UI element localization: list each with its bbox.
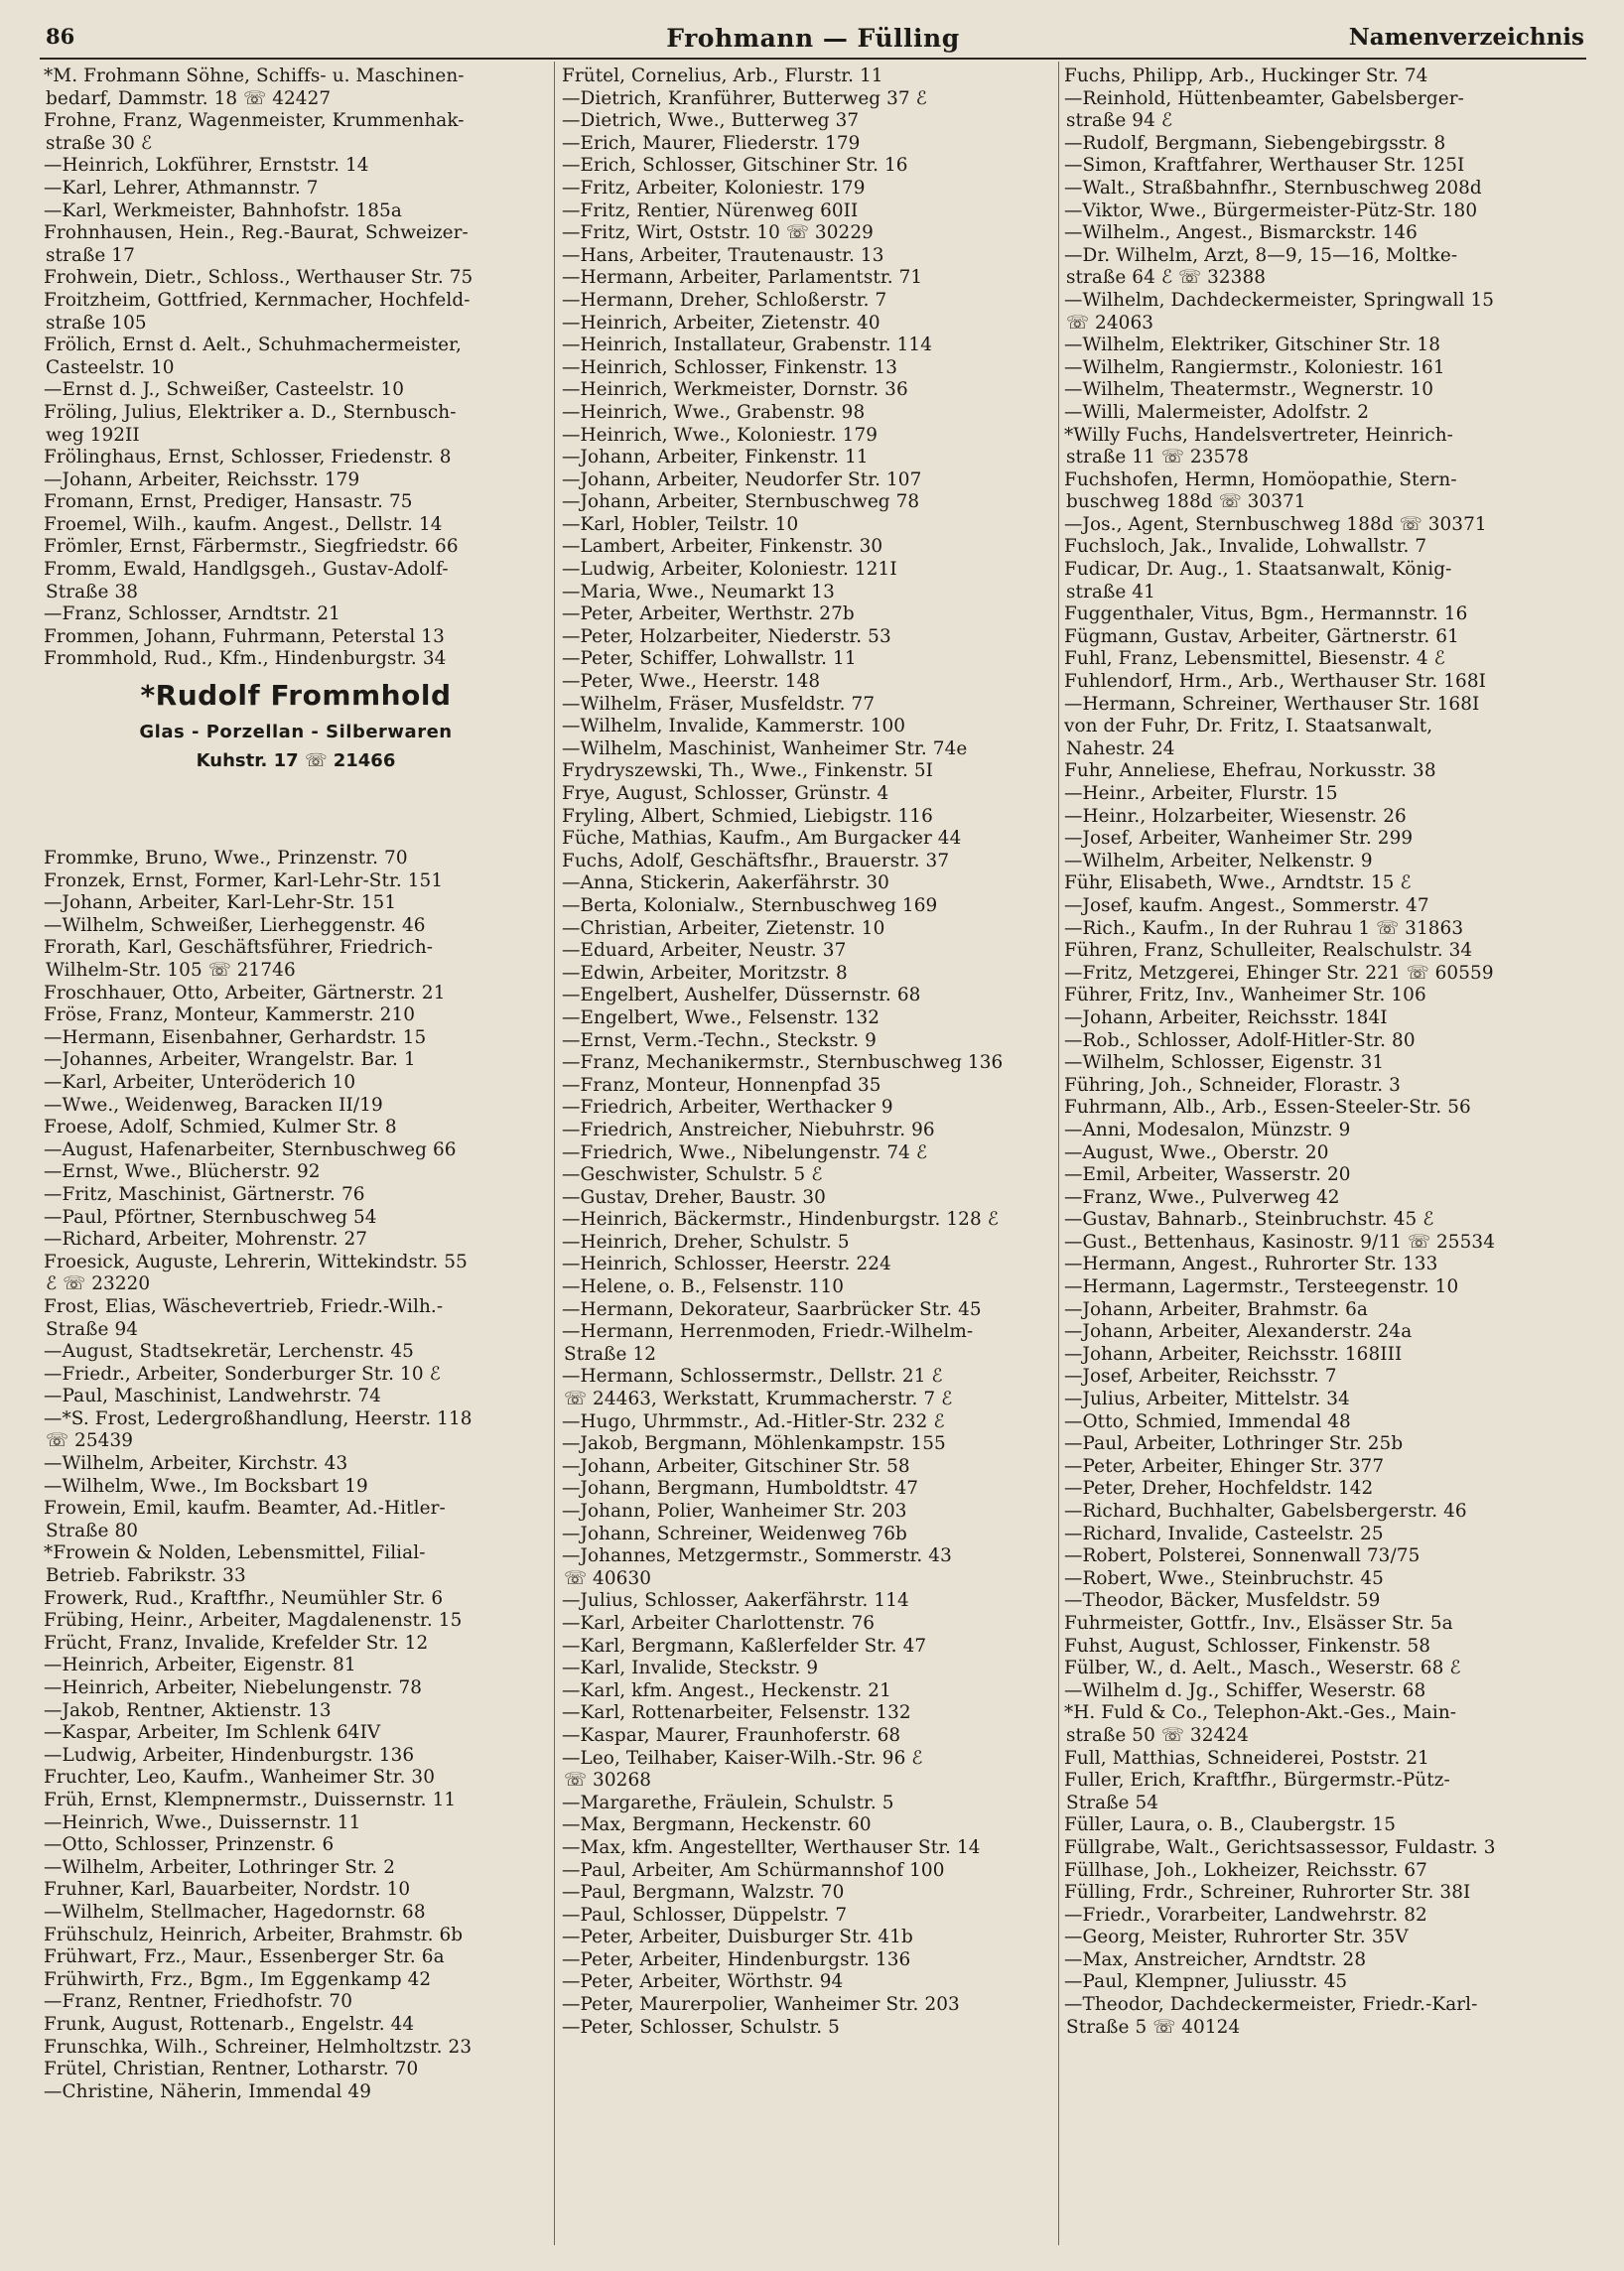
directory-entry-line: —Jos., Agent, Sternbuschweg 188d ☏ 30371 <box>1064 513 1487 535</box>
directory-entry-line: —Hermann, Eisenbahner, Gerhardstr. 15 <box>44 1026 427 1048</box>
directory-entry-line: —Heinrich, Installateur, Grabenstr. 114 <box>562 334 932 356</box>
directory-entry-line: Frowerk, Rud., Kraftfhr., Neumühler Str. 6 <box>44 1587 444 1609</box>
directory-entry-line: —Erich, Maurer, Fliederstr. 179 <box>562 132 861 154</box>
directory-entry-line: —Jakob, Bergmann, Möhlenkampstr. 155 <box>562 1433 946 1455</box>
directory-entry-line: ☏ 24463, Werkstatt, Krummacherstr. 7 ℰ <box>564 1389 953 1410</box>
directory-entry-line: Fruchter, Leo, Kaufm., Wanheimer Str. 30 <box>44 1767 435 1789</box>
directory-entry-line: —Rob., Schlosser, Adolf-Hitler-Str. 80 <box>1064 1029 1416 1051</box>
directory-entry-line: —Engelbert, Aushelfer, Düssernstr. 68 <box>562 985 921 1006</box>
directory-entry-line: —Otto, Schlosser, Prinzenstr. 6 <box>44 1834 335 1856</box>
directory-entry-line: Führen, Franz, Schulleiter, Realschulstr. 34 <box>1064 940 1473 962</box>
column-1-entries-top <box>44 66 548 671</box>
directory-entry-line: Fuller, Erich, Kraftfhr., Bürgermstr.-Pütz- <box>1064 1770 1450 1792</box>
directory-entry-line: von der Fuhr, Dr. Fritz, I. Staatsanwalt, <box>1064 716 1433 737</box>
directory-entry-line: —Johann, Arbeiter, Neudorfer Str. 107 <box>562 468 922 490</box>
directory-entry-line: —Peter, Schlosser, Schulstr. 5 <box>562 2016 840 2038</box>
directory-entry-line: Straße 80 <box>46 1520 139 1541</box>
directory-entry-line: —August, Stadtsekretär, Lerchenstr. 45 <box>44 1341 414 1363</box>
directory-entry-line: —Georg, Meister, Ruhrorter Str. 35V <box>1064 1927 1409 1948</box>
directory-entry-line: Fuhst, August, Schlosser, Finkenstr. 58 <box>1064 1635 1431 1657</box>
directory-entry-line: —Maria, Wwe., Neumarkt 13 <box>562 581 835 602</box>
directory-entry-line: —Johann, Arbeiter, Alexanderstr. 24a <box>1064 1321 1413 1343</box>
directory-entry-line: —Wilhelm, Rangiermstr., Koloniestr. 161 <box>1064 356 1445 378</box>
header-rule <box>40 58 1586 60</box>
directory-entry-line: *H. Fuld & Co., Telephon-Akt.-Ges., Main- <box>1064 1702 1457 1724</box>
advertisement <box>44 671 548 848</box>
directory-entry-line: Fuhrmeister, Gottfr., Inv., Elsässer Str. 5a <box>1064 1612 1453 1634</box>
directory-entry-line: —Karl, kfm. Angest., Heckenstr. 21 <box>562 1679 891 1701</box>
directory-entry-line: —Fritz, Maschinist, Gärtnerstr. 76 <box>44 1183 365 1205</box>
directory-entry-line: —Hermann, Schlossermstr., Dellstr. 21 ℰ <box>562 1366 943 1388</box>
directory-entry-line: —Karl, Rottenarbeiter, Felsenstr. 132 <box>562 1702 911 1724</box>
directory-entry-line: Führing, Joh., Schneider, Florastr. 3 <box>1064 1074 1401 1096</box>
directory-entry-line: —Hermann, Dekorateur, Saarbrücker Str. 45 <box>562 1298 982 1320</box>
directory-entry-line: —Heinrich, Wwe., Grabenstr. 98 <box>562 401 866 423</box>
directory-entry-line: —Johann, Arbeiter, Karl-Lehr-Str. 151 <box>44 892 397 914</box>
directory-entry-line: —Reinhold, Hüttenbeamter, Gabelsberger- <box>1064 87 1464 109</box>
directory-entry-line: Wilhelm-Str. 105 ☏ 21746 <box>46 960 296 981</box>
directory-entry-line: —Johann, Bergmann, Humboldtstr. 47 <box>562 1478 919 1500</box>
directory-entry-line: —Heinrich, Wwe., Duissernstr. 11 <box>44 1811 361 1833</box>
directory-entry-line: Füllhase, Joh., Lokheizer, Reichsstr. 67 <box>1064 1859 1427 1881</box>
directory-entry-line: —Wilhelm, Arbeiter, Kirchstr. 43 <box>44 1453 348 1475</box>
directory-entry-line: Frohne, Franz, Wagenmeister, Krummenhak- <box>44 110 465 132</box>
directory-entry-line: Fuchs, Philipp, Arb., Huckinger Str. 74 <box>1064 66 1428 86</box>
directory-entry-line: Frohnhausen, Hein., Reg.-Baurat, Schweizer- <box>44 222 469 244</box>
directory-entry-line: —Engelbert, Wwe., Felsenstr. 132 <box>562 1006 880 1028</box>
directory-entry-line: Frost, Elias, Wäschevertrieb, Friedr.-Wilh.- <box>44 1295 444 1317</box>
directory-entry-line: —*S. Frost, Ledergroßhandlung, Heerstr. 118 <box>44 1407 473 1429</box>
directory-entry-line: —Peter, Wwe., Heerstr. 148 <box>562 671 821 693</box>
directory-entry-line: —Karl, Lehrer, Athmannstr. 7 <box>44 177 319 199</box>
directory-entry-line: Führer, Fritz, Inv., Wanheimer Str. 106 <box>1064 985 1426 1006</box>
directory-entry-line: Frydryszewski, Th., Wwe., Finkenstr. 5I <box>562 760 934 782</box>
directory-entry-line: —Otto, Schmied, Immendal 48 <box>1064 1410 1351 1432</box>
directory-entry-line: Frunk, August, Rottenarb., Engelstr. 44 <box>44 2013 415 2035</box>
directory-entry-line: —Peter, Arbeiter, Ehinger Str. 377 <box>1064 1455 1385 1477</box>
directory-entry-line: —Paul, Bergmann, Walzstr. 70 <box>562 1882 845 1904</box>
directory-entry-line: —Karl, Bergmann, Kaßlerfelder Str. 47 <box>562 1635 927 1657</box>
directory-entry-line: —Paul, Maschinist, Landwehrstr. 74 <box>44 1386 381 1407</box>
directory-entry-line: —Rudolf, Bergmann, Siebengebirgsstr. 8 <box>1064 132 1446 154</box>
directory-entry-line: Frühwirth, Frz., Bgm., Im Eggenkamp 42 <box>44 1968 432 1990</box>
directory-entry-line: —Johannes, Arbeiter, Wrangelstr. Bar. 1 <box>44 1049 416 1071</box>
directory-entry-line: —Heinrich, Wwe., Koloniestr. 179 <box>562 424 879 446</box>
directory-entry-line: —Franz, Wwe., Pulverweg 42 <box>1064 1186 1340 1208</box>
directory-entry-line: —Robert, Wwe., Steinbruchstr. 45 <box>1064 1567 1384 1589</box>
directory-entry-line: *M. Frohmann Söhne, Schiffs- u. Maschinen- <box>44 66 465 86</box>
directory-entry-line: —Paul, Arbeiter, Lothringer Str. 25b <box>1064 1433 1404 1455</box>
directory-entry-line: Frohwein, Dietr., Schloss., Werthauser Str. 75 <box>44 267 474 289</box>
directory-entry-line: —August, Wwe., Oberstr. 20 <box>1064 1141 1329 1163</box>
directory-entry-line: Führ, Elisabeth, Wwe., Arndtstr. 15 ℰ <box>1064 872 1412 894</box>
directory-entry-line: ☏ 24063 <box>1066 312 1154 334</box>
directory-entry-line: —Gust., Bettenhaus, Kasinostr. 9/11 ☏ 25534 <box>1064 1231 1496 1253</box>
directory-entry-line: —Paul, Schlosser, Düppelstr. 7 <box>562 1904 848 1926</box>
directory-entry-line: —Lambert, Arbeiter, Finkenstr. 30 <box>562 536 883 558</box>
directory-entry-line: buschweg 188d ☏ 30371 <box>1066 491 1306 513</box>
directory-entry-line: —Kaspar, Maurer, Fraunhoferstr. 68 <box>562 1724 901 1746</box>
directory-entry-line: —Edwin, Arbeiter, Moritzstr. 8 <box>562 962 848 984</box>
directory-entry-line: ☏ 25439 <box>46 1430 134 1452</box>
directory-entry-line: —Ernst, Verm.-Techn., Steckstr. 9 <box>562 1029 877 1051</box>
column-divider <box>554 62 555 2245</box>
directory-entry-line: —Peter, Dreher, Hochfeldstr. 142 <box>1064 1478 1374 1500</box>
directory-entry-line: —Dietrich, Wwe., Butterweg 37 <box>562 110 860 132</box>
directory-entry-line: —Heinr., Holzarbeiter, Wiesenstr. 26 <box>1064 805 1407 827</box>
directory-entry-line: Füller, Laura, o. B., Claubergstr. 15 <box>1064 1814 1397 1836</box>
directory-entry-line: Fuhlendorf, Hrm., Arb., Werthauser Str. 168I <box>1064 671 1487 693</box>
column-2 <box>562 66 1066 2039</box>
column-3-entries <box>1064 66 1574 2039</box>
directory-entry-line: —Josef, Arbeiter, Wanheimer Str. 299 <box>1064 828 1414 850</box>
directory-entry-line: —Paul, Klempner, Juliusstr. 45 <box>1064 1971 1348 1993</box>
directory-entry-line: straße 64 ℰ ☏ 32388 <box>1066 267 1267 289</box>
directory-entry-line: Betrieb. Fabrikstr. 33 <box>46 1565 246 1587</box>
directory-entry-line: —Heinr., Arbeiter, Flurstr. 15 <box>1064 783 1338 804</box>
directory-entry-line: —Dr. Wilhelm, Arzt, 8—9, 15—16, Moltke- <box>1064 244 1458 266</box>
directory-entry-line: Früh, Ernst, Klempnermstr., Duissernstr. 11 <box>44 1789 457 1810</box>
directory-entry-line: —Helene, o. B., Felsenstr. 110 <box>562 1276 845 1298</box>
directory-entry-line: Froschhauer, Otto, Arbeiter, Gärtnerstr. 21 <box>44 982 446 1003</box>
directory-entry-line: Frommhold, Rud., Kfm., Hindenburgstr. 34 <box>44 648 447 670</box>
directory-entry-line: —Wilhelm, Arbeiter, Nelkenstr. 9 <box>1064 850 1373 871</box>
directory-entry-line: —Wilhelm, Theatermstr., Wegnerstr. 10 <box>1064 379 1434 401</box>
directory-entry-line: —Ludwig, Arbeiter, Hindenburgstr. 136 <box>44 1744 415 1766</box>
directory-entry-line: —Peter, Arbeiter, Hindenburgstr. 136 <box>562 1948 911 1970</box>
directory-entry-line: ℰ ☏ 23220 <box>46 1273 151 1295</box>
directory-entry-line: —Johann, Arbeiter, Reichsstr. 168III <box>1064 1343 1403 1365</box>
directory-entry-line: —Geschwister, Schulstr. 5 ℰ <box>562 1164 823 1186</box>
directory-entry-line: Straße 12 <box>564 1343 657 1365</box>
directory-entry-line: straße 11 ☏ 23578 <box>1066 447 1249 468</box>
directory-entry-line: Straße 54 <box>1066 1792 1159 1813</box>
directory-entry-line: —Johann, Polier, Wanheimer Str. 203 <box>562 1501 907 1522</box>
directory-entry-line: Straße 38 <box>46 581 139 602</box>
directory-entry-line: Frütel, Cornelius, Arb., Flurstr. 11 <box>562 66 883 86</box>
directory-entry-line: Fruhner, Karl, Bauarbeiter, Nordstr. 10 <box>44 1879 411 1901</box>
section-title: Namenverzeichnis <box>1348 24 1584 51</box>
directory-entry-line: —Wilhelm, Maschinist, Wanheimer Str. 74e <box>562 737 968 759</box>
directory-entry-line: Fröse, Franz, Monteur, Kammerstr. 210 <box>44 1004 416 1026</box>
directory-entry-line: —Peter, Arbeiter, Duisburger Str. 41b <box>562 1927 913 1948</box>
directory-entry-line: —Heinrich, Bäckermstr., Hindenburgstr. 128 ℰ <box>562 1209 999 1231</box>
directory-entry-line: —Ernst, Wwe., Blücherstr. 92 <box>44 1161 321 1183</box>
directory-entry-line: —Theodor, Bäcker, Musfeldstr. 59 <box>1064 1590 1381 1612</box>
directory-entry-line: Froitzheim, Gottfried, Kernmacher, Hochfeld- <box>44 289 471 311</box>
directory-entry-line: —Hans, Arbeiter, Trautenaustr. 13 <box>562 244 884 266</box>
directory-entry-line: —Wilhelm, Stellmacher, Hagedornstr. 68 <box>44 1901 426 1923</box>
directory-entry-line: Frömler, Ernst, Färbermstr., Siegfriedstr. 66 <box>44 536 459 558</box>
directory-entry-line: Fronzek, Ernst, Former, Karl-Lehr-Str. 151 <box>44 869 444 891</box>
directory-entry-line: —Dietrich, Kranführer, Butterweg 37 ℰ <box>562 87 927 109</box>
directory-entry-line: Frücht, Franz, Invalide, Krefelder Str. 12 <box>44 1632 429 1654</box>
directory-entry-line: —Franz, Monteur, Honnenpfad 35 <box>562 1074 881 1096</box>
directory-entry-line: —Christine, Näherin, Immendal 49 <box>44 2080 372 2102</box>
directory-entry-line: —Kaspar, Arbeiter, Im Schlenk 64IV <box>44 1722 381 1744</box>
directory-entry-line: weg 192II <box>46 424 140 446</box>
directory-entry-line: —Richard, Invalide, Casteelstr. 25 <box>1064 1523 1384 1544</box>
directory-entry-line: —Johann, Arbeiter, Brahmstr. 6a <box>1064 1298 1368 1320</box>
directory-entry-line: —Johann, Schreiner, Weidenweg 76b <box>562 1523 907 1544</box>
directory-entry-line: —Peter, Arbeiter, Wörthstr. 94 <box>562 1971 844 1993</box>
directory-entry-line: —Margarethe, Fräulein, Schulstr. 5 <box>562 1792 894 1813</box>
column-3 <box>1064 66 1574 2039</box>
directory-entry-line: —Hermann, Arbeiter, Parlamentstr. 71 <box>562 267 923 289</box>
directory-entry-line: —Robert, Polsterei, Sonnenwall 73/75 <box>1064 1545 1421 1567</box>
directory-entry-line: —Karl, Arbeiter, Unteröderich 10 <box>44 1071 356 1093</box>
directory-entry-line: Fuhr, Anneliese, Ehefrau, Norkusstr. 38 <box>1064 760 1436 782</box>
directory-entry-line: Frommen, Johann, Fuhrmann, Peterstal 13 <box>44 625 445 647</box>
directory-entry-line: —Heinrich, Arbeiter, Niebelungenstr. 78 <box>44 1677 423 1698</box>
directory-entry-line: —August, Hafenarbeiter, Sternbuschweg 66 <box>44 1138 457 1160</box>
directory-entry-line: —Willi, Malermeister, Adolfstr. 2 <box>1064 401 1370 423</box>
directory-entry-line: —Peter, Holzarbeiter, Niederstr. 53 <box>562 625 891 647</box>
directory-entry-line: —Heinrich, Lokführer, Ernststr. 14 <box>44 155 369 177</box>
directory-entry-line: —Wilhelm, Wwe., Im Bocksbart 19 <box>44 1475 368 1497</box>
directory-entry-line: straße 17 <box>46 244 135 266</box>
directory-entry-line: —Fritz, Rentier, Nürenweg 60II <box>562 200 859 221</box>
directory-entry-line: Fromann, Ernst, Prediger, Hansastr. 75 <box>44 491 413 513</box>
directory-entry-line: Frommke, Bruno, Wwe., Prinzenstr. 70 <box>44 848 408 869</box>
directory-entry-line: Frye, August, Schlosser, Grünstr. 4 <box>562 783 889 804</box>
directory-entry-line: Fudicar, Dr. Aug., 1. Staatsanwalt, König- <box>1064 559 1452 581</box>
directory-entry-line: —Wilhelm, Arbeiter, Lothringer Str. 2 <box>44 1856 395 1878</box>
directory-entry-line: —Anna, Stickerin, Aakerfährstr. 30 <box>562 872 889 894</box>
directory-entry-line: ☏ 30268 <box>564 1770 652 1792</box>
directory-entry-line: —Ernst d. J., Schweißer, Casteelstr. 10 <box>44 379 405 401</box>
directory-entry-line: Fuggenthaler, Vitus, Bgm., Hermannstr. 16 <box>1064 603 1468 625</box>
directory-entry-line: Straße 94 <box>46 1318 139 1340</box>
directory-entry-line: —Johann, Arbeiter, Reichsstr. 184I <box>1064 1006 1388 1028</box>
advert-products: Glas - Porzellan - Silberwaren <box>139 722 453 743</box>
directory-entry-line: Fuchs, Adolf, Geschäftsfhr., Brauerstr. 37 <box>562 850 950 871</box>
directory-entry-line: Fuhl, Franz, Lebensmittel, Biesenstr. 4 ℰ <box>1064 648 1445 670</box>
directory-entry-line: —Richard, Arbeiter, Mohrenstr. 27 <box>44 1229 368 1251</box>
directory-entry-line: —Peter, Schiffer, Lohwallstr. 11 <box>562 648 857 670</box>
directory-entry-line: straße 94 ℰ <box>1066 110 1173 132</box>
directory-entry-line: —Theodor, Dachdeckermeister, Friedr.-Karl- <box>1064 1994 1478 2016</box>
directory-entry-line: —Heinrich, Werkmeister, Dornstr. 36 <box>562 379 908 401</box>
directory-entry-line: Frölich, Ernst d. Aelt., Schuhmachermeister, <box>44 334 462 356</box>
directory-entry-line: —Wilhelm., Angest., Bismarckstr. 146 <box>1064 222 1418 244</box>
directory-entry-line: —Wilhelm, Dachdeckermeister, Springwall 15 <box>1064 289 1495 311</box>
directory-entry-line: —Hermann, Herrenmoden, Friedr.-Wilhelm- <box>562 1321 974 1343</box>
directory-entry-line: —Wilhelm, Schweißer, Lierheggenstr. 46 <box>44 914 426 936</box>
directory-entry-line: —Josef, Arbeiter, Reichsstr. 7 <box>1064 1366 1337 1388</box>
directory-entry-line: —Franz, Schlosser, Arndtstr. 21 <box>44 603 340 625</box>
directory-entry-line: —Gustav, Dreher, Baustr. 30 <box>562 1186 826 1208</box>
directory-entry-line: ☏ 40630 <box>564 1567 652 1589</box>
directory-entry-line: Frütel, Christian, Rentner, Lotharstr. 70 <box>44 2059 419 2080</box>
directory-entry-line: straße 41 <box>1066 581 1155 602</box>
directory-entry-line: —Max, kfm. Angestellter, Werthauser Str. 14 <box>562 1836 981 1858</box>
directory-entry-line: —Wilhelm, Elektriker, Gitschiner Str. 18 <box>1064 334 1441 356</box>
directory-entry-line: —Karl, Werkmeister, Bahnhofstr. 185a <box>44 200 402 221</box>
page-number: 86 <box>46 24 75 49</box>
directory-entry-line: —Berta, Kolonialw., Sternbuschweg 169 <box>562 894 938 916</box>
directory-entry-line: —Friedrich, Wwe., Nibelungenstr. 74 ℰ <box>562 1141 928 1163</box>
directory-entry-line: Fromm, Ewald, Handlgsgeh., Gustav-Adolf- <box>44 559 449 581</box>
directory-entry-line: —Hugo, Uhrmmstr., Ad.-Hitler-Str. 232 ℰ <box>562 1410 945 1432</box>
directory-entry-line: —Friedr., Arbeiter, Sonderburger Str. 10 ℰ <box>44 1363 441 1385</box>
directory-entry-line: Frorath, Karl, Geschäftsführer, Friedrich- <box>44 937 434 959</box>
directory-entry-line: Froemel, Wilh., kaufm. Angest., Dellstr. 14 <box>44 513 443 535</box>
directory-entry-line: bedarf, Dammstr. 18 ☏ 42427 <box>46 87 332 109</box>
directory-entry-line: Fuhrmann, Alb., Arb., Essen-Steeler-Str. 56 <box>1064 1097 1471 1119</box>
directory-entry-line: —Julius, Schlosser, Aakerfährstr. 114 <box>562 1590 909 1612</box>
directory-entry-line: —Max, Bergmann, Heckenstr. 60 <box>562 1814 872 1836</box>
directory-entry-line: —Julius, Arbeiter, Mittelstr. 34 <box>1064 1389 1350 1410</box>
directory-entry-line: —Max, Anstreicher, Arndtstr. 28 <box>1064 1948 1367 1970</box>
directory-entry-line: —Heinrich, Dreher, Schulstr. 5 <box>562 1231 850 1253</box>
directory-entry-line: —Johann, Arbeiter, Reichsstr. 179 <box>44 468 360 490</box>
directory-entry-line: Frübing, Heinr., Arbeiter, Magdalenenstr. 15 <box>44 1610 463 1632</box>
directory-entry-line: —Jakob, Rentner, Aktienstr. 13 <box>44 1699 332 1721</box>
directory-entry-line: Füllgrabe, Walt., Gerichtsassessor, Fuldastr. 3 <box>1064 1836 1496 1858</box>
directory-entry-line: Frühschulz, Heinrich, Arbeiter, Brahmstr. 6b <box>44 1924 464 1945</box>
directory-entry-line: Straße 5 ☏ 40124 <box>1066 2016 1241 2038</box>
advert-address: Kuhstr. 17 ☏ 21466 <box>196 750 396 772</box>
directory-entry-line: —Wilhelm d. Jg., Schiffer, Weserstr. 68 <box>1064 1679 1426 1701</box>
directory-entry-line: *Willy Fuchs, Handelsvertreter, Heinrich- <box>1064 424 1453 446</box>
directory-entry-line: —Gustav, Bahnarb., Steinbruchstr. 45 ℰ <box>1064 1209 1434 1231</box>
directory-entry-line: —Johann, Arbeiter, Sternbuschweg 78 <box>562 491 920 513</box>
directory-entry-line: —Walt., Straßbahnfhr., Sternbuschweg 208d <box>1064 177 1482 199</box>
directory-entry-line: —Franz, Mechanikermstr., Sternbuschweg 136 <box>562 1052 1004 1074</box>
directory-entry-line: Füche, Mathias, Kaufm., Am Burgacker 44 <box>562 828 962 850</box>
directory-entry-line: —Anni, Modesalon, Münzstr. 9 <box>1064 1119 1351 1140</box>
directory-entry-line: Frunschka, Wilh., Schreiner, Helmholtzstr. 23 <box>44 2036 473 2058</box>
directory-entry-line: Frühwart, Frz., Maur., Essenberger Str. 6a <box>44 1946 445 1968</box>
directory-entry-line: —Karl, Hobler, Teilstr. 10 <box>562 513 799 535</box>
directory-entry-line: —Heinrich, Schlosser, Finkenstr. 13 <box>562 356 898 378</box>
directory-entry-line: —Franz, Rentner, Friedhofstr. 70 <box>44 1991 352 2013</box>
directory-entry-line: —Heinrich, Arbeiter, Eigenstr. 81 <box>44 1655 356 1676</box>
advert-name: *Rudolf Frommhold <box>140 679 452 713</box>
directory-entry-line: —Fritz, Wirt, Oststr. 10 ☏ 30229 <box>562 222 874 244</box>
directory-entry-line: Fülling, Frdr., Schreiner, Ruhrorter Str. 38I <box>1064 1882 1471 1904</box>
directory-entry-line: —Wwe., Weidenweg, Baracken II/19 <box>44 1094 383 1116</box>
directory-entry-line: —Friedr., Vorarbeiter, Landwehrstr. 82 <box>1064 1904 1427 1926</box>
directory-entry-line: —Hermann, Schreiner, Werthauser Str. 168I <box>1064 693 1480 715</box>
directory-entry-line: —Karl, Arbeiter Charlottenstr. 76 <box>562 1612 876 1634</box>
directory-entry-line: —Leo, Teilhaber, Kaiser-Wilh.-Str. 96 ℰ <box>562 1747 923 1769</box>
directory-entry-line: —Simon, Kraftfahrer, Werthauser Str. 125I <box>1064 155 1465 177</box>
column-1 <box>44 66 548 2103</box>
directory-entry-line: Froesick, Auguste, Lehrerin, Wittekindstr. 55 <box>44 1251 468 1272</box>
directory-entry-line: —Fritz, Metzgerei, Ehinger Str. 221 ☏ 60559 <box>1064 962 1494 984</box>
directory-entry-line: Frölinghaus, Ernst, Schlosser, Friedenstr. 8 <box>44 447 452 468</box>
directory-entry-line: Casteelstr. 10 <box>46 356 175 378</box>
directory-entry-line: Froese, Adolf, Schmied, Kulmer Str. 8 <box>44 1117 397 1138</box>
column-2-entries <box>562 66 1066 2039</box>
directory-entry-line: straße 30 ℰ <box>46 132 153 154</box>
directory-entry-line: —Peter, Maurerpolier, Wanheimer Str. 203 <box>562 1994 960 2016</box>
directory-entry-line: —Hermann, Angest., Ruhrorter Str. 133 <box>1064 1254 1438 1275</box>
directory-entry-line: —Fritz, Arbeiter, Koloniestr. 179 <box>562 177 866 199</box>
directory-entry-line: —Heinrich, Schlosser, Heerstr. 224 <box>562 1254 891 1275</box>
directory-entry-line: —Peter, Arbeiter, Werthstr. 27b <box>562 603 855 625</box>
directory-entry-line: Fuchsloch, Jak., Invalide, Lohwallstr. 7 <box>1064 536 1427 558</box>
directory-entry-line: —Johann, Arbeiter, Gitschiner Str. 58 <box>562 1455 910 1477</box>
directory-entry-line: —Emil, Arbeiter, Wasserstr. 20 <box>1064 1164 1351 1186</box>
directory-entry-line: Fröling, Julius, Elektriker a. D., Sternbusch- <box>44 401 457 423</box>
directory-entry-line: Fügmann, Gustav, Arbeiter, Gärtnerstr. 61 <box>1064 625 1459 647</box>
directory-entry-line: Fülber, W., d. Aelt., Masch., Weserstr. 68 ℰ <box>1064 1658 1461 1679</box>
directory-entry-line: —Erich, Schlosser, Gitschiner Str. 16 <box>562 155 908 177</box>
directory-entry-line: —Ludwig, Arbeiter, Koloniestr. 121I <box>562 559 897 581</box>
directory-entry-line: —Wilhelm, Schlosser, Eigenstr. 31 <box>1064 1052 1385 1074</box>
directory-entry-line: —Viktor, Wwe., Bürgermeister-Pütz-Str. 180 <box>1064 200 1478 221</box>
directory-entry-line: —Paul, Arbeiter, Am Schürmannshof 100 <box>562 1859 945 1881</box>
directory-entry-line: —Hermann, Dreher, Schloßerstr. 7 <box>562 289 887 311</box>
name-range-title: Frohmann — Fülling <box>666 24 960 53</box>
directory-entry-line: —Rich., Kaufm., In der Ruhrau 1 ☏ 31863 <box>1064 917 1464 939</box>
directory-entry-line: *Frowein & Nolden, Lebensmittel, Filial- <box>44 1542 426 1564</box>
directory-entry-line: Full, Matthias, Schneiderei, Poststr. 21 <box>1064 1747 1429 1769</box>
page-header <box>40 18 1586 58</box>
directory-entry-line: —Wilhelm, Fräser, Musfeldstr. 77 <box>562 693 876 715</box>
directory-entry-line: —Johann, Arbeiter, Finkenstr. 11 <box>562 447 869 468</box>
directory-entry-line: —Paul, Pförtner, Sternbuschweg 54 <box>44 1206 377 1228</box>
directory-entry-line: Fuchshofen, Hermn, Homöopathie, Stern- <box>1064 468 1457 490</box>
directory-entry-line: Fryling, Albert, Schmied, Liebigstr. 116 <box>562 805 933 827</box>
directory-entry-line: —Christian, Arbeiter, Zietenstr. 10 <box>562 917 885 939</box>
directory-entry-line: Frowein, Emil, kaufm. Beamter, Ad.-Hitler- <box>44 1498 446 1520</box>
column-1-entries-bottom <box>44 848 548 2103</box>
directory-entry-line: —Karl, Invalide, Steckstr. 9 <box>562 1658 819 1679</box>
directory-entry-line: —Richard, Buchhalter, Gabelsbergerstr. 46 <box>1064 1501 1467 1522</box>
directory-entry-line: straße 105 <box>46 312 147 334</box>
directory-entry-line: —Hermann, Lagermstr., Tersteegenstr. 10 <box>1064 1276 1459 1298</box>
directory-entry-line: —Johannes, Metzgermstr., Sommerstr. 43 <box>562 1545 952 1567</box>
directory-entry-line: —Eduard, Arbeiter, Neustr. 37 <box>562 940 847 962</box>
directory-entry-line: —Josef, kaufm. Angest., Sommerstr. 47 <box>1064 894 1429 916</box>
directory-entry-line: straße 50 ☏ 32424 <box>1066 1724 1249 1746</box>
directory-entry-line: Nahestr. 24 <box>1066 737 1175 759</box>
directory-entry-line: —Friedrich, Anstreicher, Niebuhrstr. 96 <box>562 1119 935 1140</box>
directory-entry-line: —Wilhelm, Invalide, Kammerstr. 100 <box>562 716 906 737</box>
directory-entry-line: —Heinrich, Arbeiter, Zietenstr. 40 <box>562 312 880 334</box>
directory-entry-line: —Friedrich, Arbeiter, Werthacker 9 <box>562 1097 893 1119</box>
